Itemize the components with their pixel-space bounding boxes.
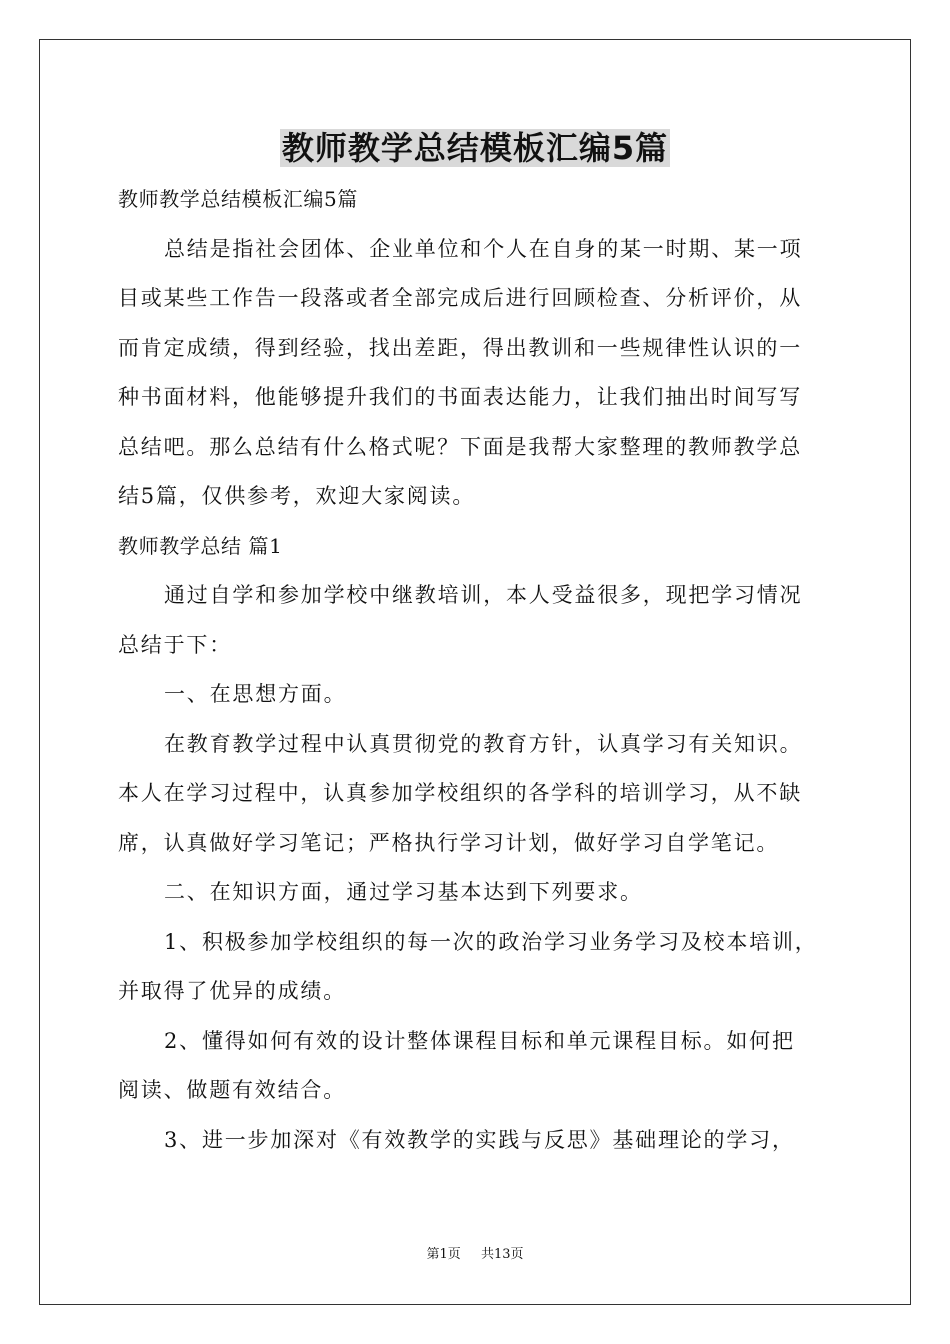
text-line: 总结吧。那么总结有什么格式呢？下面是我帮大家整理的教师教学总: [118, 434, 802, 459]
text-line: 1、积极参加学校组织的每一次的政治学习业务学习及校本培训，: [164, 929, 818, 954]
document-body: [118, 175, 836, 1165]
section-heading: 教师教学总结模板汇编5篇: [118, 187, 358, 211]
text-line: 阅读、做题有效结合。: [118, 1078, 346, 1102]
page-number: 第1页: [426, 1247, 461, 1262]
text-line: 并取得了优异的成绩。: [118, 979, 346, 1003]
page-footer: [0, 1246, 950, 1264]
text-line: 2、懂得如何有效的设计整体课程目标和单元课程目标。如何把: [164, 1028, 795, 1053]
text-line: 而肯定成绩，得到经验，找出差距，得出教训和一些规律性认识的一: [118, 335, 802, 360]
section-heading: 教师教学总结 篇1: [118, 533, 283, 558]
document-title-text: 教师教学总结模板汇编5篇: [281, 129, 669, 167]
text-line: 目或某些工作告一段落或者全部完成后进行回顾检查、分析评价，从: [118, 286, 802, 310]
text-line: 结5篇，仅供参考，欢迎大家阅读。: [118, 484, 476, 508]
text-line: 总结于下：: [118, 632, 232, 657]
text-line: 本人在学习过程中，认真参加学校组织的各学科的培训学习，从不缺: [118, 781, 802, 805]
page-total: 共13页: [480, 1247, 524, 1262]
text-line: 在教育教学过程中认真贯彻党的教育方针，认真学习有关知识。: [164, 731, 803, 756]
text-line: 二、在知识方面，通过学习基本达到下列要求。: [164, 880, 643, 904]
text-line: 3、进一步加深对《有效教学的实践与反思》基础理论的学习，: [164, 1127, 795, 1152]
text-line: 通过自学和参加学校中继教培训，本人受益很多，现把学习情况: [164, 583, 803, 607]
text-line: 总结是指社会团体、企业单位和个人在自身的某一时期、某一项: [164, 236, 803, 261]
document-title: [0, 126, 950, 170]
text-line: 种书面材料，他能够提升我们的书面表达能力，让我们抽出时间写写: [118, 385, 802, 409]
text-line: 席，认真做好学习笔记；严格执行学习计划，做好学习自学笔记。: [118, 830, 780, 855]
text-line: 一、在思想方面。: [164, 682, 347, 706]
